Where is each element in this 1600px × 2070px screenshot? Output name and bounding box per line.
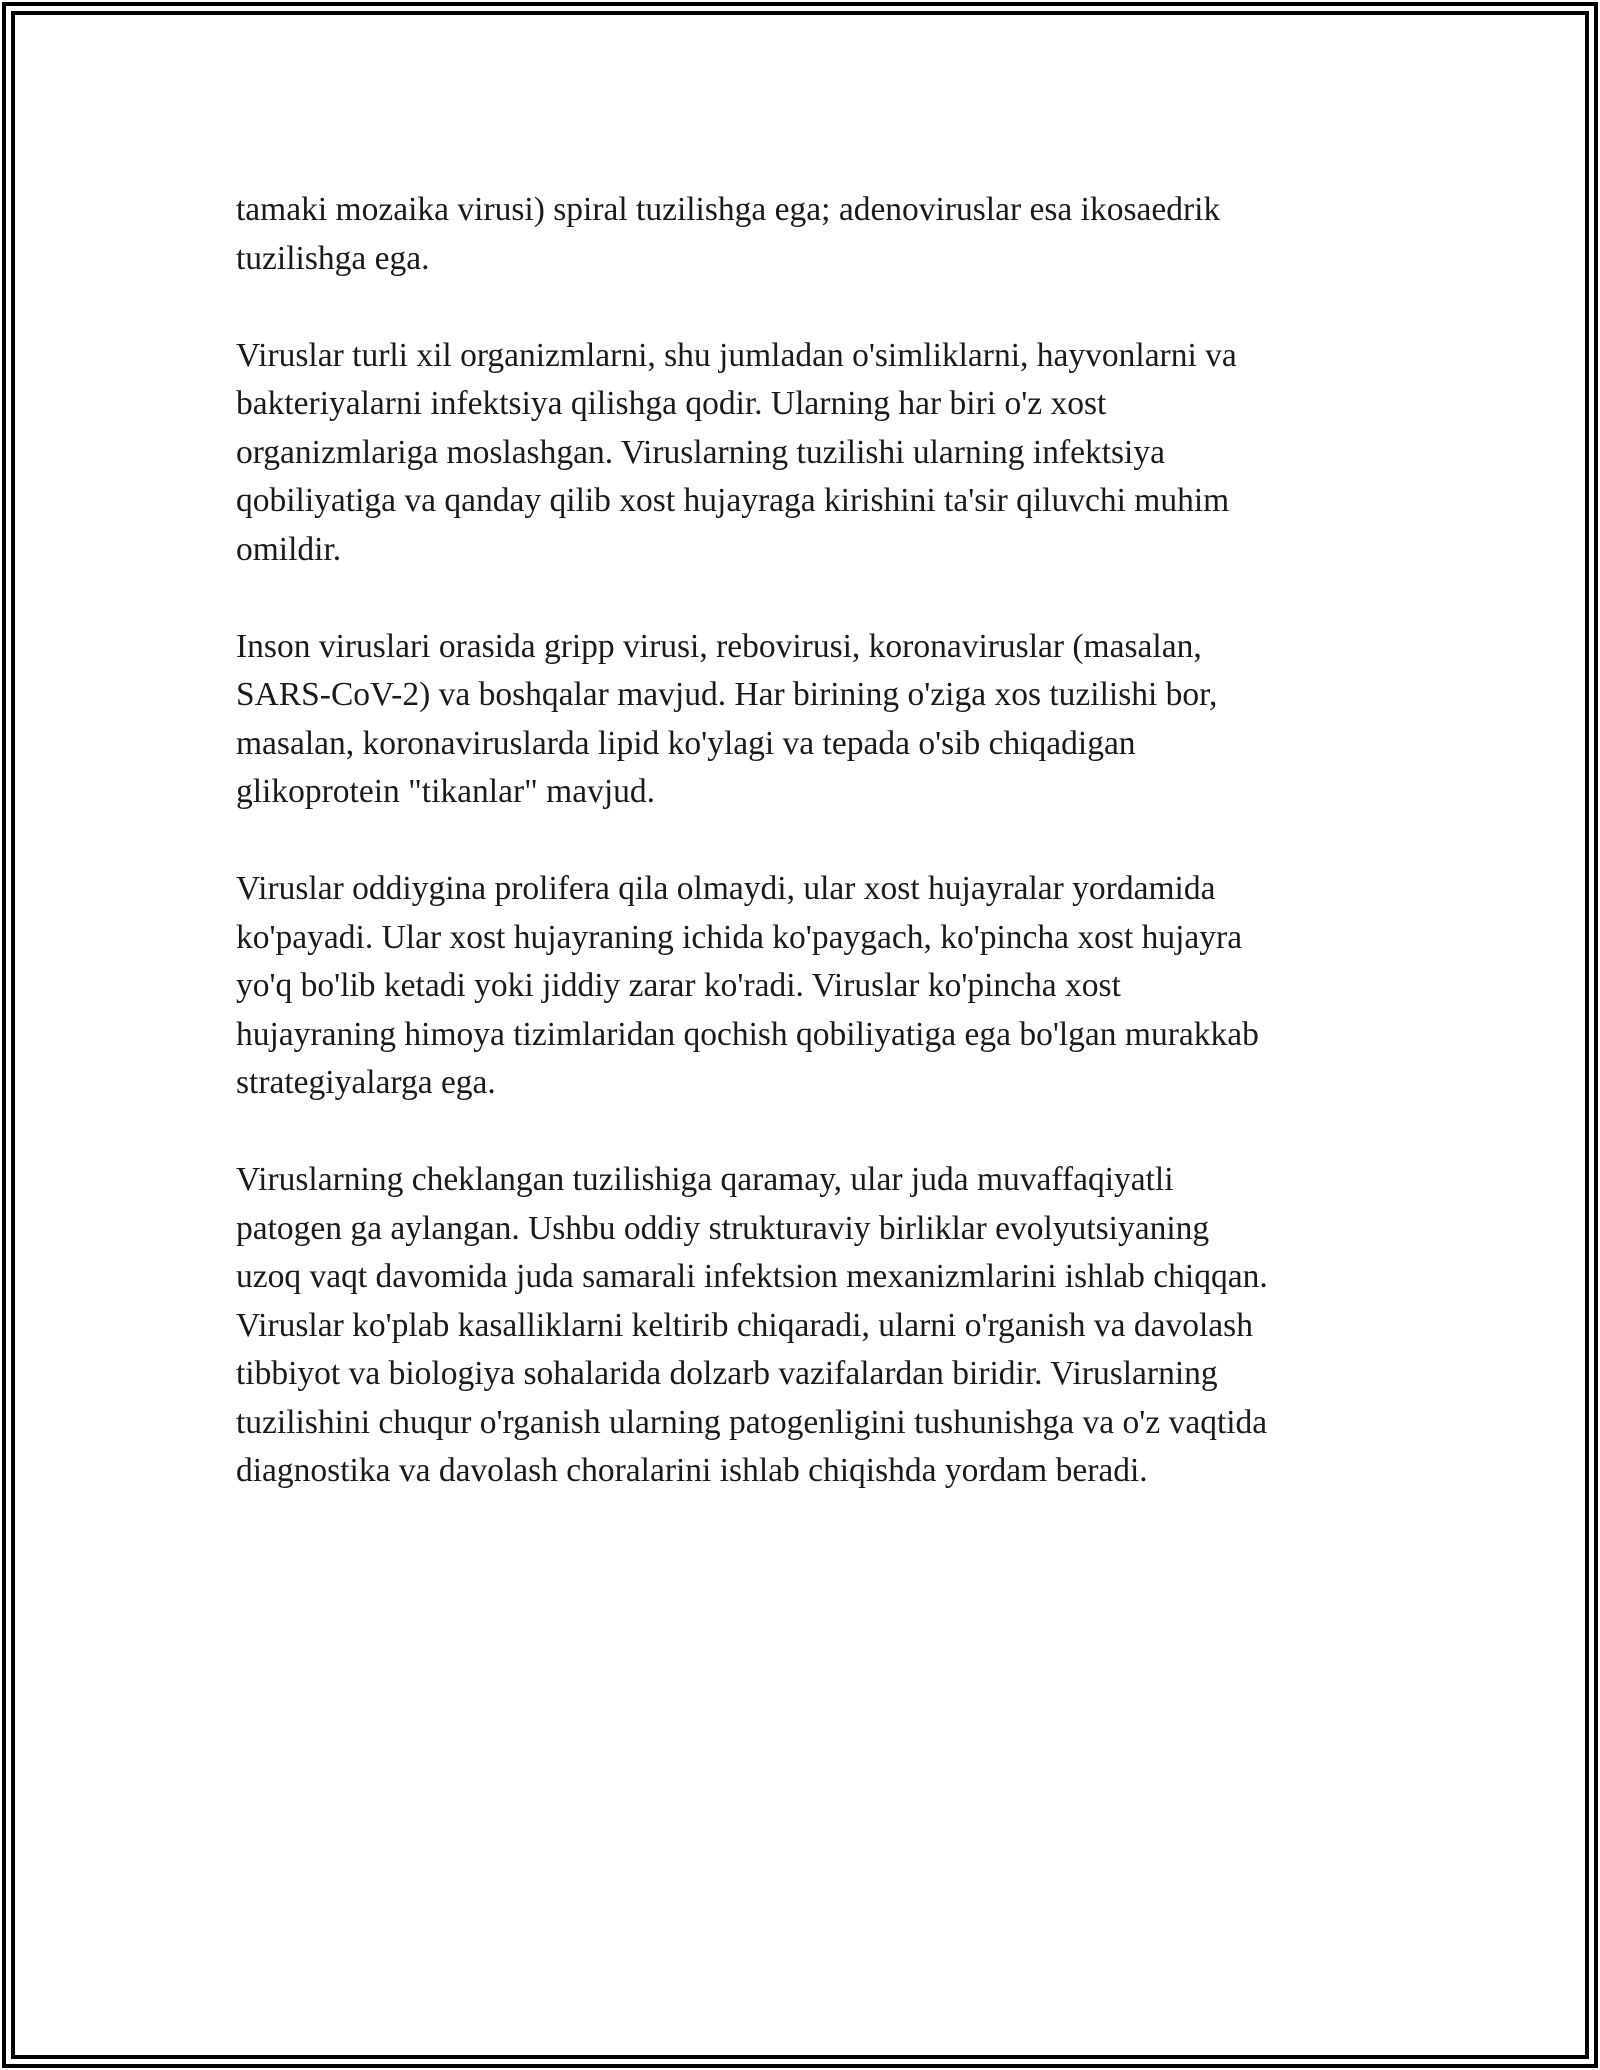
paragraph-4: Viruslar oddiygina prolifera qila olmaydi, ular xost hujayralar yordamida ko'payadi. Ular xost hujayraning ichida ko'paygach, ko'pincha xost hujayra yo'q bo'lib ketadi yoki jiddiy zarar ko'radi. Viruslar ko'pincha xost hujayraning himoya tizimlaridan qochish qobiliyatiga ega bo'lgan murakkab strategiyalarga ega. (236, 870, 1259, 1101)
paragraph-1: tamaki mozaika virusi) spiral tuzilishga ega; adenoviruslar esa ikosaedrik tuzilishga ega. (236, 191, 1221, 277)
paragraph-3: Inson viruslari orasida gripp virusi, rebovirusi, koronaviruslar (masalan, SARS-CoV-2) va boshqalar mavjud. Har birining o'ziga xos tuzilishi bor, masalan, koronaviruslarda lipid ko'ylagi va tepada o'sib chiqadigan glikoprotein "tikanlar" mavjud. (236, 627, 1218, 810)
paragraph-2: Viruslar turli xil organizmlarni, shu jumladan o'simliklarni, hayvonlarni va bakteriyalarni infektsiya qilishga qodir. Ularning har biri o'z xost organizmlariga moslashgan. Viruslarning tuzilishi ularning infektsiya qobiliyatiga va qanday qilib xost hujayraga kirishini ta'sir qiluvchi muhim omildir. (236, 336, 1237, 568)
document-body (236, 186, 1376, 1544)
paragraph-5: Viruslarning cheklangan tuzilishiga qaramay, ular juda muvaffaqiyatli patogen ga aylangan. Ushbu oddiy strukturaviy birliklar evolyutsiyaning uzoq vaqt davomida juda samarali infektsion mexanizmlarini ishlab chiqqan. Viruslar ko'plab kasalliklarni keltirib chiqaradi, ularni o'rganish va davolash tibbiyot va biologiya sohalarida dolzarb vazifalardan biridir. Viruslarning tuzilishini chuqur o'rganish ularning patogenligini tushunishga va o'z vaqtida diagnostika va davolash choralarini ishlab chiqishda yordam beradi. (236, 1161, 1268, 1489)
